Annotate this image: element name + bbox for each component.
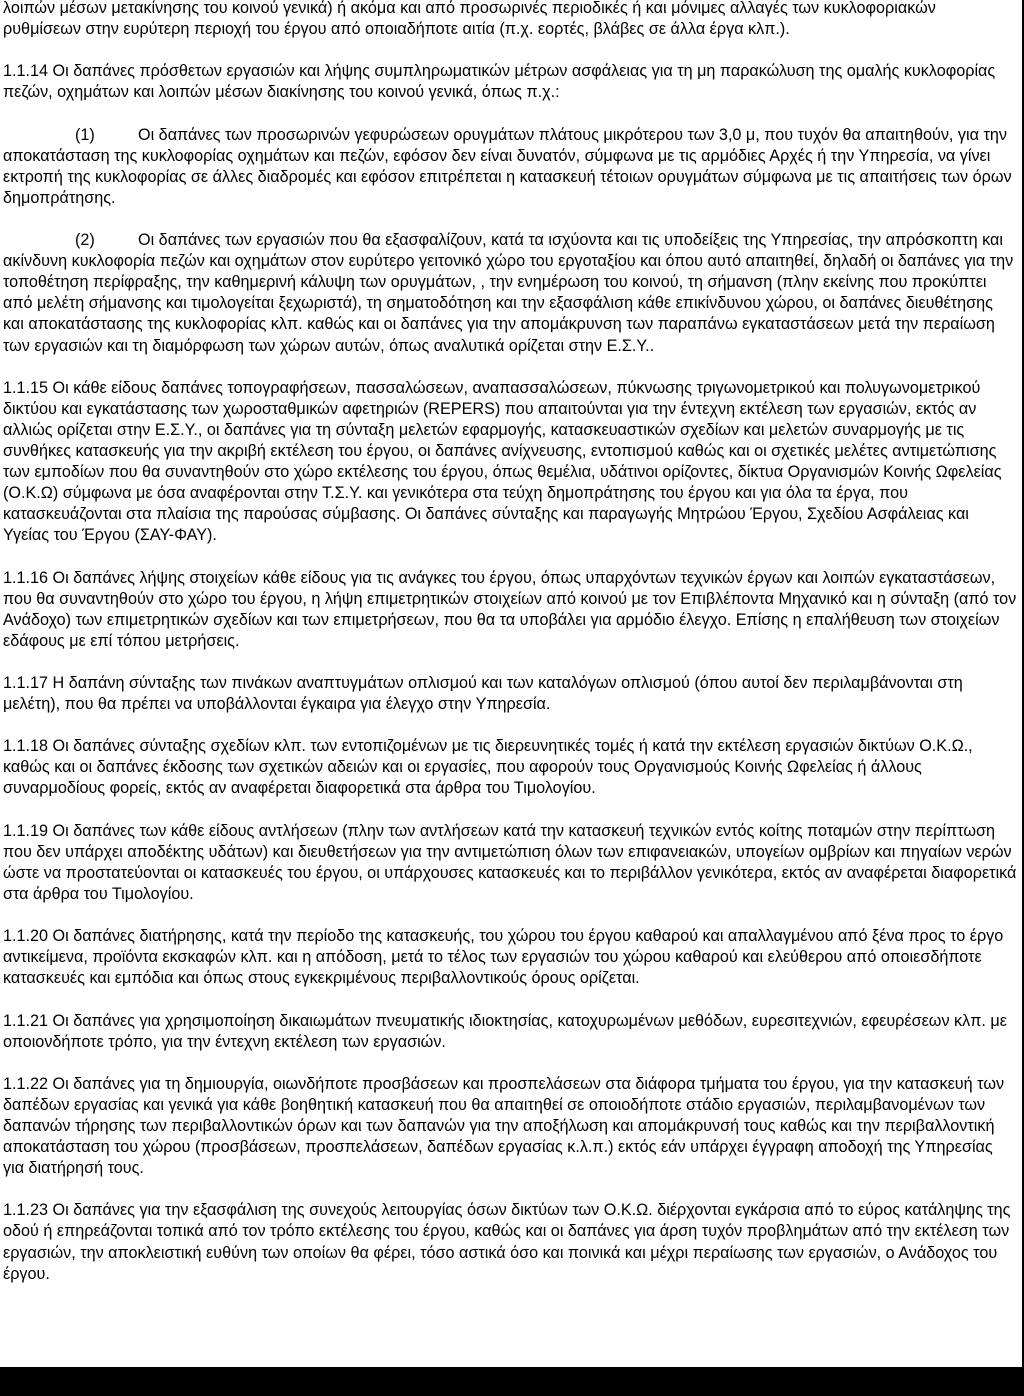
section-1-1-23: 1.1.23 Οι δαπάνες για την εξασφάλιση της συνεχούς λειτουργίας όσων δικτύων των Ο.Κ.Ω. διέρχονται εγκάρσια από το εύρος κατάληψης της οδού ή επηρεάζονται τοπικά από τον τρόπο εκτέλεσης του έργου, καθώς και οι δαπάνες για άρση τυχόν προβλημάτων από την εκτέλεση των εργασιών, την αποκλειστική ευθύνη των οποίων θα φέρει, τόσο αστικά όσο και ποινικά και μέχρι περαίωσης των εργασιών, ο Ανάδοχος του έργου. — [3, 1201, 1011, 1283]
section-1-1-16: 1.1.16 Οι δαπάνες λήψης στοιχείων κάθε είδους για τις ανάγκες του έργου, όπως υπαρχόντων τεχνικών έργων και λοιπών εγκαταστάσεων, που θα συναντηθούν στο χώρο του έργου, η λήψη επιμετρητικών στοιχείων από κοινού με τον Επιβλέποντα Μηχανικό και η σύνταξη (από τον Ανάδοχο) των επιμετρητικών σχεδίων και των επιμετρήσεων, που θα τα υποβάλει για αρμόδιο έλεγχο. Επίσης η επαλήθευση των στοιχείων εδάφους με επί τόπου μετρήσεις. — [3, 568, 1017, 650]
list-item-text: Οι δαπάνες των εργασιών που θα εξασφαλίζουν, κατά τα ισχύοντα και τις υποδείξεις της Υπηρεσίας, την απρόσκοπτη και ακίνδυνη κυκλοφορία πεζών και οχημάτων στον ευρύτερο γειτονικό χώρο του εργοταξίου και όπου αυτό απαιτηθεί, δηλαδή οι δαπάνες για την τοποθέτηση περίφραξης, την καθημερινή κάλυψη των ορυγμάτων, , την ενημέρωση του κοινού, τη σήμανση (πλην εκείνης που προκύπτει από μελέτη σήμανσης και τιμολογείται ξεχωριστά), τη σηματοδότηση και την εξασφάλιση κάθε επικίνδυνου χώρου, οι δαπάνες διευθέτησης και αποκατάστασης της κυκλοφορίας κλπ. καθώς και οι δαπάνες για την απομάκρυνση των παραπάνω εγκαταστάσεων μετά την περαίωση των εργασιών και τη διαμόρφωση των χώρων αυτών, όπως αναλυτικά ορίζεται στην Ε.Σ.Υ.. — [3, 231, 1014, 355]
section-1-1-21: 1.1.21 Οι δαπάνες για χρησιμοποίηση δικαιωμάτων πνευματικής ιδιοκτησίας, κατοχυρωμένων μεθόδων, ευρεσιτεχνιών, εφευρέσεων κλπ. με οποιονδήποτε τρόπο, για την έντεχνη εκτέλεση των εργασιών. — [3, 1011, 1007, 1051]
section-1-1-15: 1.1.15 Οι κάθε είδους δαπάνες τοπογραφήσεων, πασσαλώσεων, αναπασσαλώσεων, πύκνωσης τριγωνομετρικού και πολυγωνομετρικού δικτύου και εγκατάστασης των χωροσταθμικών αφετηριών (REPERS) που απαιτούνται για την έντεχνη εκτέλεση των εργασιών, εκτός αν αλλιώς ορίζεται στην Ε.Σ.Υ., οι δαπάνες για τη σύνταξη μελετών εφαρμογής, κατασκευαστικών σχεδίων και μελετών συναρμογής με τις συνθήκες κατασκευής για την ακριβή εκτέλεση του έργου, οι δαπάνες ανίχνευσης, εντοπισμού καθώς και οι σχετικές μελέτες αντιμετώπισης των εμποδίων που θα συναντηθούν στο χώρο εκτέλεσης του έργου, όπως θεμέλια, υδάτινοι ορίζοντες, δίκτυα Οργανισμών Κοινής Ωφελείας (Ο.Κ.Ω) σύμφωνα με όσα αναφέρονται στην Τ.Σ.Υ. και γενικότερα στα τεύχη δημοπράτησης του έργου και για όλα τα έργα, που κατασκευάζονται στα πλαίσια της παρούσας σύμβασης. Οι δαπάνες σύνταξης και παραγωγής Μητρώου Έργου, Σχεδίου Ασφάλειας και Υγείας του Έργου (ΣΑΥ-ΦΑΥ). — [3, 378, 1002, 545]
list-item-1 — [3, 125, 1018, 209]
list-item-number: (1) — [75, 125, 95, 144]
section-1-1-20: 1.1.20 Οι δαπάνες διατήρησης, κατά την περίοδο της κατασκευής, του χώρου του έργου καθαρού και απαλλαγμένου από ξένα προς το έργο αντικείμενα, προϊόντα εκσκαφών κλπ. και η απόδοση, μετά το τέλος των εργασιών του χώρου καθαρού και ελεύθερου από οποιεσδήποτε κατασκευές και εμπόδια και όπως στους εγκεκριμένους περιβαλλοντικούς όρους ορίζεται. — [3, 927, 1004, 988]
section-1-1-22: 1.1.22 Οι δαπάνες για τη δημιουργία, οιωνδήποτε προσβάσεων και προσπελάσεων στα διάφορα τμήματα του έργου, για την κατασκευή των δαπέδων εργασίας και γενικά για κάθε βοηθητική κατασκευή που θα απαιτηθεί σε οποιοδήποτε στάδιο εργασιών, περιλαμβανομένων των δαπανών τήρησης των περιβαλλοντικών όρων και των δαπανών για την αποξήλωση και απομάκρυνσή τους καθώς και την περιβαλλοντική αποκατάσταση του χώρου (προσβάσεων, προσπελάσεων, δαπέδων εργασίας κ.λ.π.) εκτός εάν υπάρχει έγγραφη αποδοχή της Υπηρεσίας για διατήρησή τους. — [3, 1074, 1005, 1178]
list-item-text: Οι δαπάνες των προσωρινών γεφυρώσεων ορυγμάτων πλάτους μικρότερου των 3,0 μ, που τυχόν θα απαιτηθούν, για την αποκατάσταση της κυκλοφορίας οχημάτων και πεζών, εφόσον δεν είναι δυνατόν, σύμφωνα με τις αρμόδιες Αρχές ή την Υπηρεσία, να γίνει εκτροπή της κυκλοφορίας σε άλλες διαδρομές και εφόσον επιτρέπεται η κατασκευή τέτοιων ορυγμάτων σύμφωνα με τις απαιτήσεις των όρων δημοπράτησης. — [3, 125, 1012, 207]
section-1-1-18: 1.1.18 Οι δαπάνες σύνταξης σχεδίων κλπ. των εντοπιζομένων με τις διερευνητικές τομές ή κατά την εκτέλεση εργασιών δικτύων Ο.Κ.Ω., καθώς και οι δαπάνες έκδοσης των σχετικών αδειών και οι εργασίες, που αφορούν τους Οργανισμούς Κοινής Ωφελείας ή άλλους συναρμοδίους φορείς, εκτός αν αναφέρεται διαφορετικά στα άρθρα του Τιμολογίου. — [3, 737, 973, 798]
section-1-1-14: 1.1.14 Οι δαπάνες πρόσθετων εργασιών και λήψης συμπληρωματικών μέτρων ασφάλειας για τη μη παρακώλυση της ομαλής κυκλοφορίας πεζών, οχημάτων και λοιπών μέσων διακίνησης του κοινού γενικά, όπως π.χ.: — [3, 62, 996, 102]
paragraph-continuation: λοιπών μέσων μετακίνησης του κοινού γενικά) ή ακόμα και από προσωρινές περιοδικές ή και μόνιμες αλλαγές των κυκλοφοριακών ρυθμίσεων στην ευρύτερη περιοχή του έργου από οποιαδήποτε αιτία (π.χ. εορτές, βλάβες σε άλλα έργα κλπ.). — [3, 0, 936, 39]
section-1-1-17: 1.1.17 Η δαπάνη σύνταξης των πινάκων αναπτυγμάτων οπλισμού και των καταλόγων οπλισμού (όπου αυτοί δεν περιλαμβάνονται στη μελέτη), που θα πρέπει να υποβάλλονται έγκαιρα για έλεγχο στην Υπηρεσία. — [3, 674, 963, 714]
section-1-1-19: 1.1.19 Οι δαπάνες των κάθε είδους αντλήσεων (πλην των αντλήσεων κατά την κατασκευή τεχνικών εντός κοίτης ποταμών στην περίπτωση που δεν υπάρχει αποδέκτης υδάτων) και διευθετήσεων για την αντιμετώπιση όλων των επιφανειακών, υπογείων ομβρίων και πηγαίων νερών ώστε να προστατεύονται οι κατασκευές του έργου, οι υπάρχουσες κατασκευές και το περιβάλλον γενικότερα, εκτός αν αναφέρεται διαφορετικά στα άρθρα του Τιμολογίου. — [3, 821, 1017, 903]
list-item-2 — [3, 230, 1018, 357]
list-item-number: (2) — [75, 231, 95, 250]
